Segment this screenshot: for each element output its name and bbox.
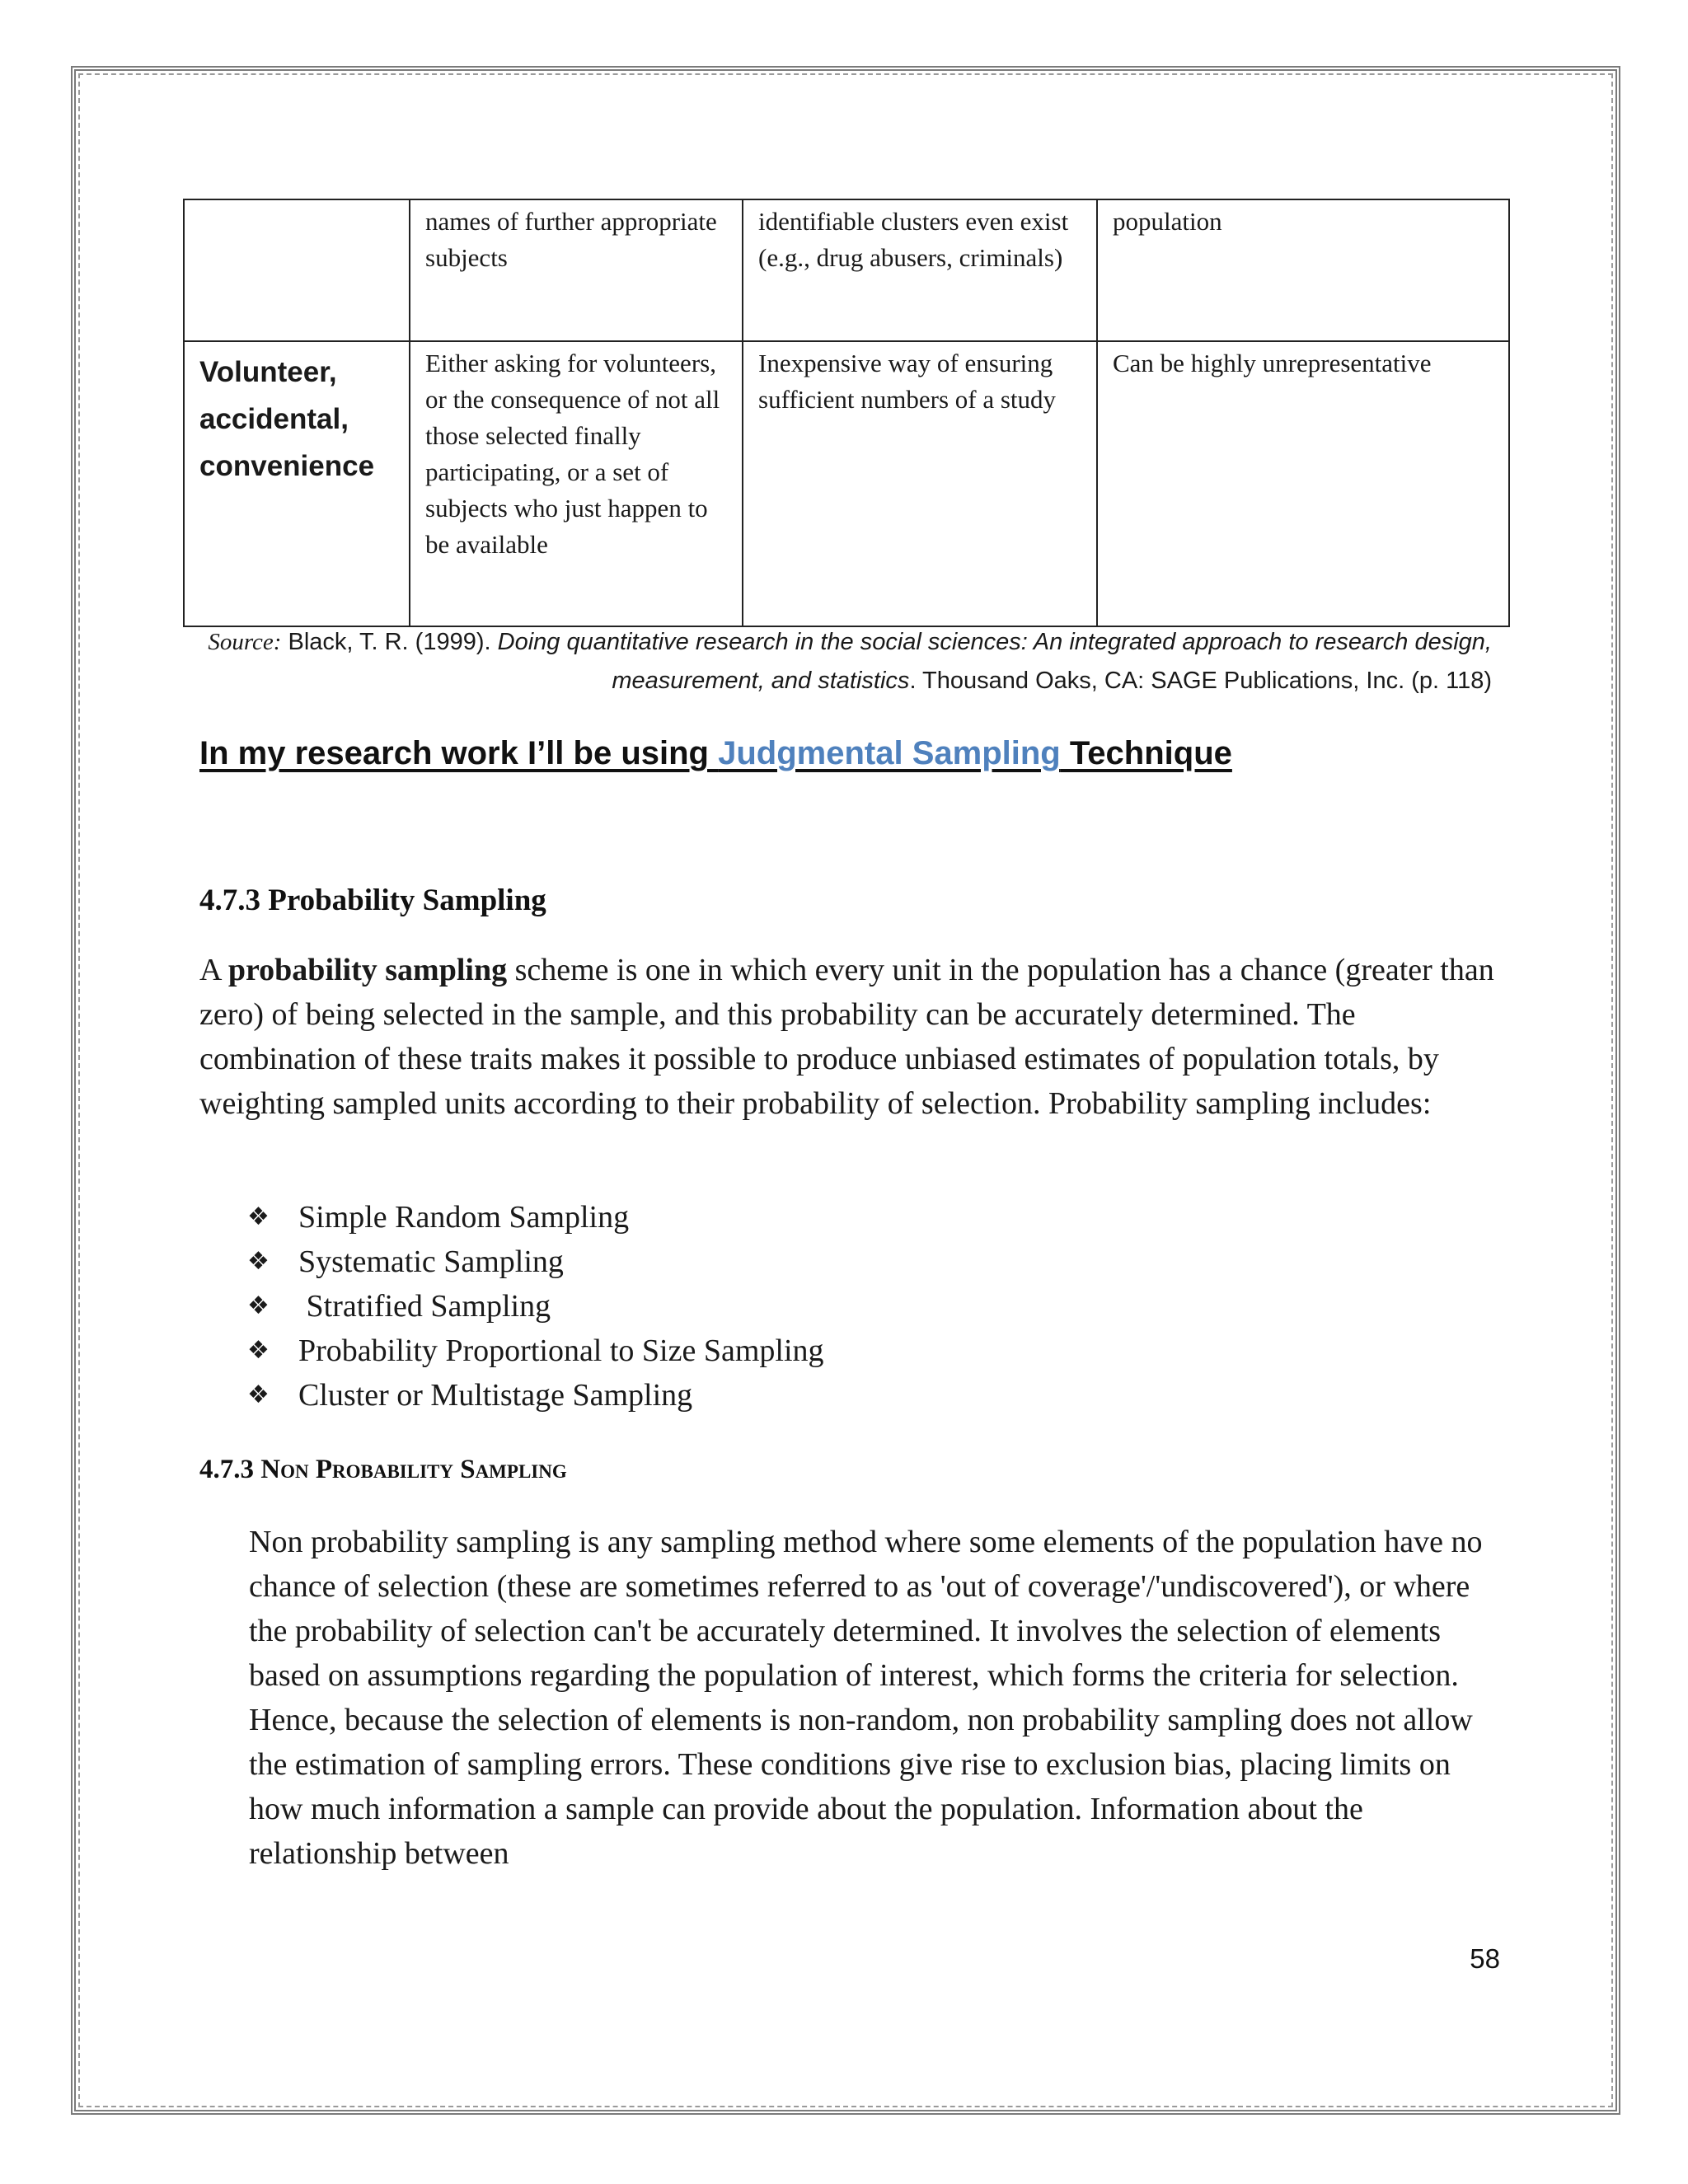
table-cell-advantages: Inexpensive way of ensuring sufficient numbers of a study [743,341,1097,626]
table-source-citation [183,623,1492,701]
list-item-label: Probability Proportional to Size Sampling [298,1333,824,1368]
research-note-highlight: Judgmental Sampling [718,735,1061,771]
list-item-label: Systematic Sampling [298,1244,564,1279]
list-item-label: Simple Random Sampling [298,1200,630,1235]
list-item-label: Stratified Sampling [298,1289,551,1324]
source-publisher: . Thousand Oaks, CA: SAGE Publications, Inc. (p. 118) [909,668,1492,694]
probability-sampling-list [247,1195,824,1418]
probability-sampling-heading: 4.7.3 Probability Sampling [199,883,546,917]
table-row [184,341,1509,626]
source-author: Black, T. R. (1999). [288,629,491,655]
page-number: 58 [1470,1943,1500,1974]
list-item-label: Cluster or Multistage Sampling [298,1378,693,1413]
research-technique-note [199,730,1232,776]
probability-sampling-paragraph [199,948,1518,1126]
list-item [247,1284,824,1329]
sampling-methods-table [183,199,1510,627]
table-cell-advantages: identifiable clusters even exist (e.g., drug abusers, criminals) [743,199,1097,341]
non-probability-sampling-heading: 4.7.3 Non Probability Sampling [199,1455,567,1484]
diamond-bullet-icon: ❖ [247,1380,270,1409]
list-item [247,1240,824,1284]
diamond-bullet-icon: ❖ [247,1202,270,1231]
list-item [247,1195,824,1240]
table-cell-method: Volunteer, accidental, convenience [184,341,410,626]
list-item [247,1329,824,1373]
table-row [184,199,1509,341]
prob-intro: A [199,953,228,987]
table-cell-method [184,199,410,341]
source-title: Doing quantitative research in the social sciences: An integrated approach to research design, measurement, and statistics [497,629,1492,694]
source-label: Source: [208,629,282,655]
prob-bold-term: probability sampling [227,953,508,987]
non-probability-sampling-paragraph: Non probability sampling is any sampling method where some elements of the population have no chance of selection (these are sometimes referred to as 'out of coverage'/'undiscovered'), or where the probability of selection can't be accurately determined. It involves the selection of elements based on assumptions regarding the population of interest, which forms the criteria for selection. Hence, because the selection of elements is non-random, non probability sampling does not allow the estimation of sampling errors. These conditions give rise to exclusion bias, placing limits on how much information a sample can provide about the population. Information about the relationship between [249,1525,1483,1871]
diamond-bullet-icon: ❖ [247,1336,270,1365]
list-item [247,1373,824,1418]
diamond-bullet-icon: ❖ [247,1247,270,1276]
table-cell-description: Either asking for volunteers, or the consequence of not all those selected finally participating, or a set of subjects who just happen to be available [410,341,743,626]
prob-text: scheme is one in which every unit in the population has a chance (greater than zero) of being selected in the sample, and this probability can be accurately determined. The combination of these traits makes it possible to produce unbiased estimates of population totals, by weighting sampled units according to their probability of selection. Probability sampling includes: [199,953,1494,1121]
table-cell-disadvantages: population [1097,199,1509,341]
table-cell-disadvantages: Can be highly unrepresentative [1097,341,1509,626]
table-cell-description: names of further appropriate subjects [410,199,743,341]
research-note-after: Technique [1060,735,1232,771]
research-note-before: In my research work I’ll be using [199,735,719,771]
diamond-bullet-icon: ❖ [247,1291,270,1320]
